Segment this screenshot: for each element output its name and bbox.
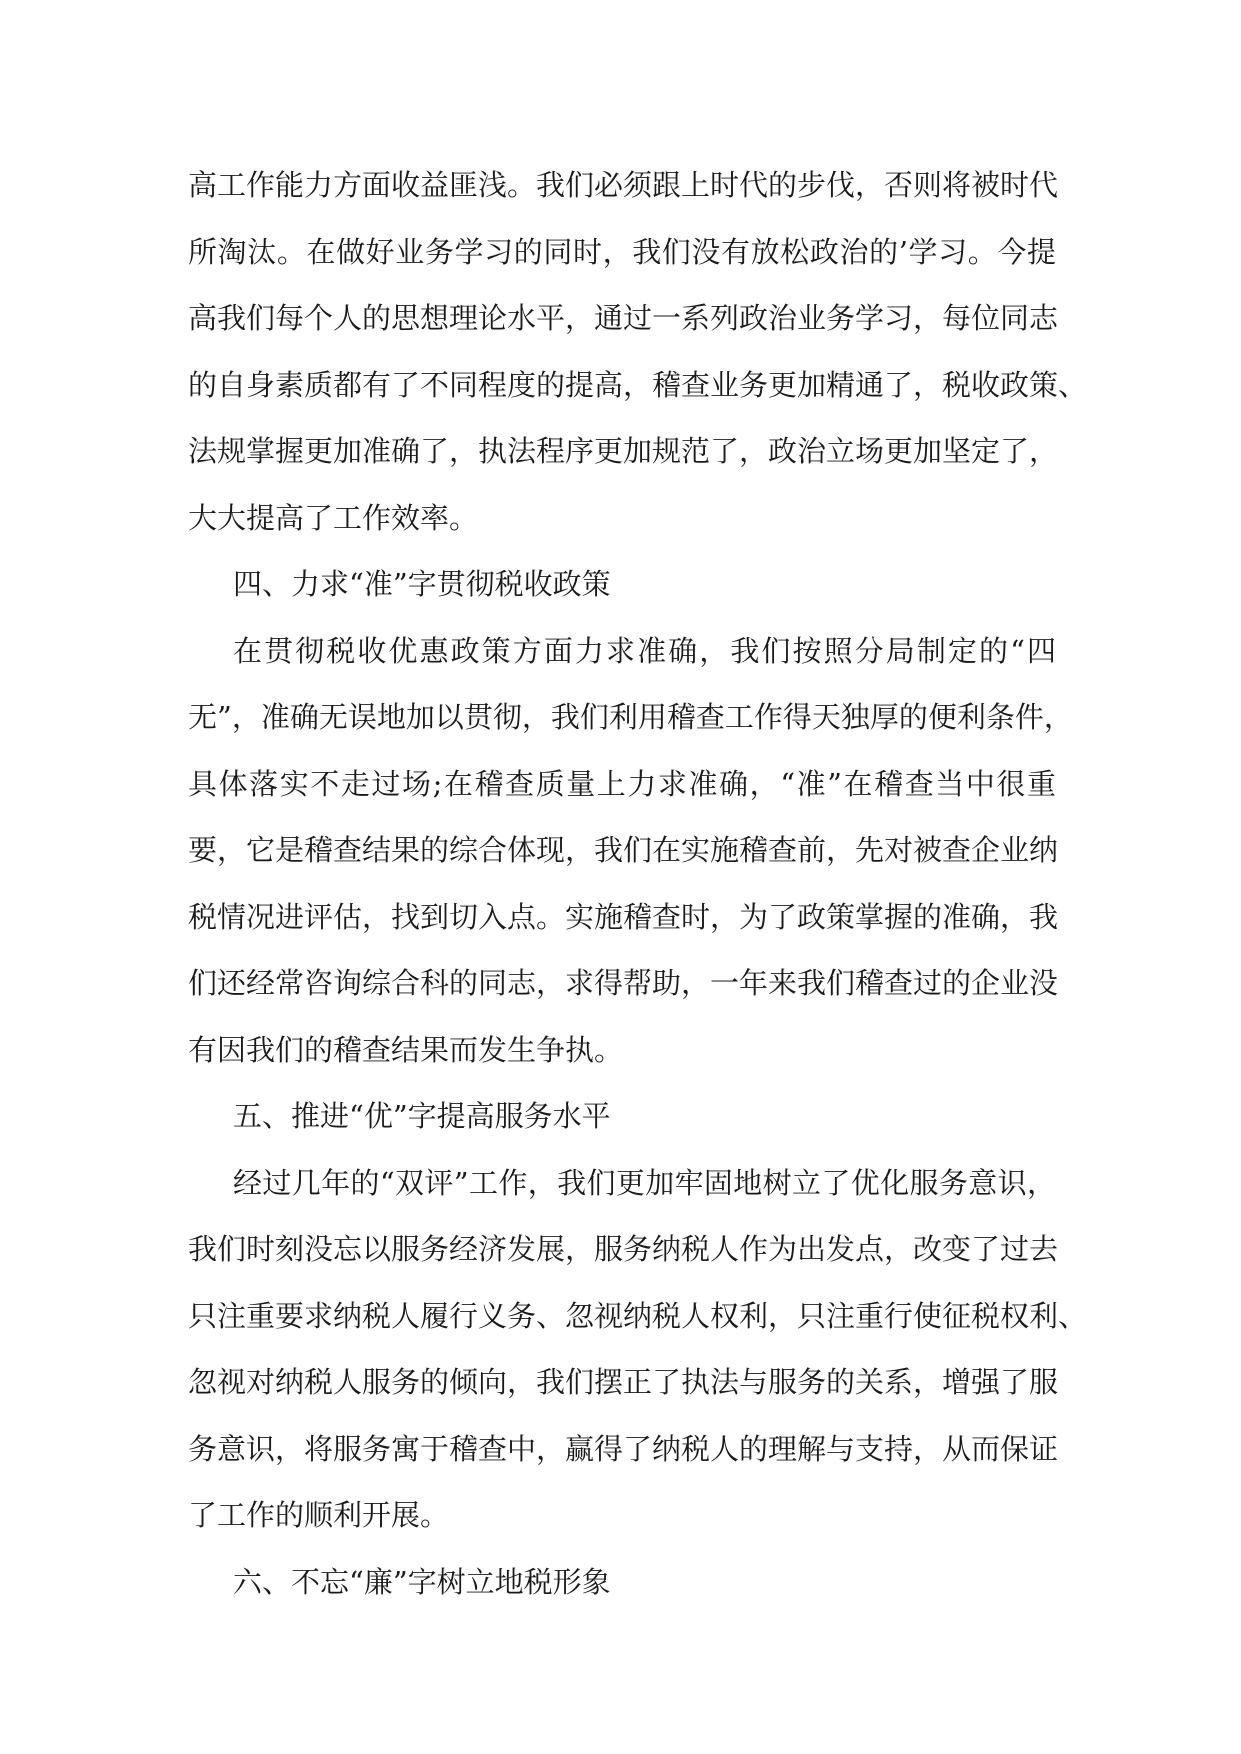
text-line: 要，它是稽查结果的综合体现，我们在实施稽查前，先对被查企业纳	[188, 833, 1059, 867]
section-heading: 四、力求“准”字贯彻税收政策	[233, 567, 611, 601]
text-line: 们还经常咨询综合科的同志，求得帮助，一年来我们稽查过的企业没	[188, 966, 1059, 1000]
text-line: 有因我们的稽查结果而发生争执。	[188, 1032, 624, 1067]
text-line: 高我们每个人的思想理论水平，通过一系列政治业务学习，每位同志	[188, 301, 1059, 335]
text-line: 所淘汰。在做好业务学习的同时，我们没有放松政治的’学习。今提	[188, 234, 1056, 269]
text-line: 无”，准确无误地加以贯彻，我们利用稽查工作得天独厚的便利条件，	[188, 700, 1073, 734]
document-body	[188, 152, 1088, 1615]
text-line: 在贯彻税收优惠政策方面力求准确，我们按照分局制定的“四	[233, 633, 1056, 668]
section-heading: 六、不忘“廉”字树立地税形象	[233, 1564, 611, 1599]
text-line: 经过几年的“双评”工作，我们更加牢固地树立了优化服务意识，	[233, 1165, 1056, 1200]
text-line: 我们时刻没忘以服务经济发展，服务纳税人作为出发点，改变了过去	[188, 1232, 1059, 1266]
text-line: 务意识，将服务寓于稽查中，赢得了纳税人的理解与支持，从而保证	[188, 1431, 1059, 1466]
text-line: 具体落实不走过场;在稽查质量上力求准确，“准”在稽查当中很重	[188, 766, 1056, 801]
text-line: 大大提高了工作效率。	[188, 500, 479, 535]
text-line: 法规掌握更加准确了，执法程序更加规范了，政治立场更加坚定了，	[188, 434, 1059, 468]
text-line: 高工作能力方面收益匪浅。我们必须跟上时代的步伐，否则将被时代	[188, 168, 1059, 202]
text-line: 只注重要求纳税人履行义务、忽视纳税人权利，只注重行使征税权利、	[188, 1298, 1088, 1333]
text-line: 的自身素质都有了不同程度的提高，稽查业务更加精通了，税收政策、	[188, 367, 1088, 402]
text-line: 税情况进评估，找到切入点。实施稽查时，为了政策掌握的准确，我	[188, 899, 1059, 934]
text-line: 了工作的顺利开展。	[188, 1498, 450, 1532]
text-line: 忽视对纳税人服务的倾向，我们摆正了执法与服务的关系，增强了服	[188, 1365, 1059, 1399]
section-heading: 五、推进“优”字提高服务水平	[233, 1099, 611, 1133]
